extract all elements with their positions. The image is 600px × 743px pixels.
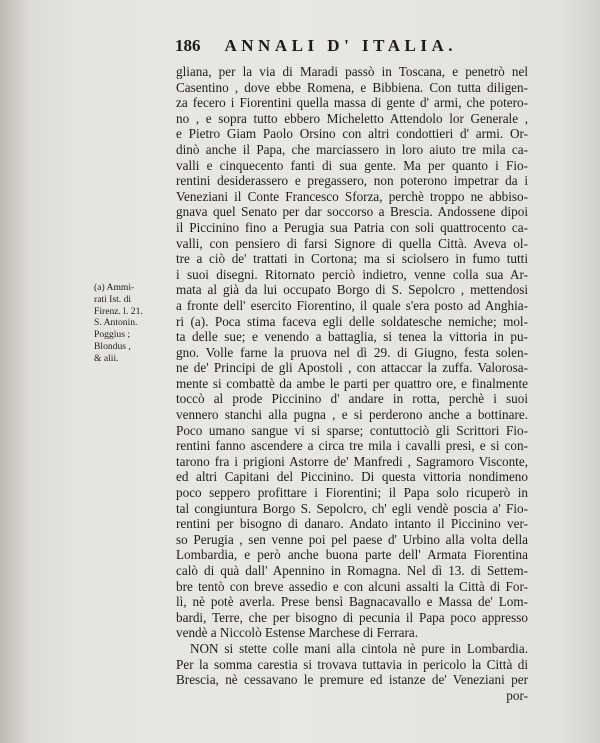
margin-note-line: (a) Ammi- (94, 282, 135, 293)
text-line: tre a ciò de' trattati in Cortona; ma si sciolsero in fumo tutti (176, 251, 528, 267)
text-line: tarono fra i prigioni Astorre de' Manfredi , Sagramoro Visconte, (176, 453, 528, 469)
text-line: toccò al prode Piccinino d' andare in rotta, perchè i suoi (176, 391, 528, 407)
text-line: valli, con pensiero di farsi Signore di quella Città. Aveva ol- (176, 235, 528, 251)
text-line: so Perugia , sen venne poi pel paese d' Urbino alla volta della (176, 531, 528, 547)
text-line: calò di quà dall' Apennino in Romagna. Nel dì 13. di Settem- (176, 563, 528, 578)
page-number: 186 (175, 36, 201, 55)
text-line: no , e sopra tutto ebbero Micheletto Attendolo lor Generale , (176, 110, 528, 126)
running-title: ANNALI D' ITALIA. (224, 36, 458, 55)
text-line: gnava quel Senato per dar soccorso a Brescia. Andossene dipoi (176, 204, 528, 220)
text-line: a fronte dell' esercito Fiorentino, il quale s'era posto ad Anghia- (176, 297, 528, 313)
text-line: vendè a Niccolò Estense Marchese di Ferrara. (176, 625, 419, 641)
text-line: il Piccinino fino a Perugia sua Patria con soli quattrocento ca- (176, 219, 528, 235)
text-line: poco seppero profittare i Fiorentini; il Papa solo ricuperò in (176, 485, 528, 501)
text-line: valli e cinquecento fanti di sua gente. Ma per quanto i Fio- (176, 157, 528, 173)
body-text (176, 64, 528, 703)
text-line: za fecero i Fiorentini quella massa di gente d' armi, che potero- (176, 95, 528, 111)
text-line: Poco umano sangue vi si sparse; contuttociò gli Scrittori Fio- (176, 422, 528, 438)
text-line: ri (a). Poca stima faceva egli delle soldatesche nemiche; mol- (176, 313, 528, 329)
text-line: Casentino , dove ebbe Romena, e Bibbiena. Con tutta diligen- (176, 79, 528, 95)
margin-note-line: & alii. (94, 352, 119, 364)
text-line: i suoi disegni. Ritornato perciò indietro, venne colla sua Ar- (176, 266, 528, 282)
text-line: ta delle sue; e venendo a battaglia, si tenea la vittoria in pu- (176, 329, 528, 345)
text-line: ed altri Capitani del Piccinino. Di questa vittoria nondimeno (176, 469, 528, 485)
margin-note-line: Blondus , (94, 340, 131, 352)
text-line: rentini per bisogno di danaro. Andato intanto il Piccinino ver- (176, 516, 528, 532)
text-line: mente si combattè da ambe le parti per quattro ore, e finalmente (176, 375, 528, 391)
text-line: ne de' Principi de gli Apostoli , con attaccar la zuffa. Valorosa- (176, 360, 528, 376)
text-line: e Pietro Giam Paolo Orsino con altri condottieri d' armi. Or- (176, 126, 528, 142)
text-line: mata al già da lui occupato Borgo di S. Sepolcro , mettendosi (176, 282, 528, 298)
paragraph-start-line: NON si stette colle mani alla cintola nè pure in Lombardia. (190, 640, 528, 656)
margin-note-line: S. Antonin. (94, 317, 138, 329)
page-header (175, 36, 535, 56)
margin-note-line: Firenz. l. 21. (94, 305, 143, 317)
text-line: bardi, Terre, che per bisogno di pecunia il Papa poco appresso (176, 609, 528, 625)
text-line: vennero stanchi alla pugna , e si perderono anche a bottinare. (176, 407, 528, 423)
margin-note-line: Poggius ; (94, 329, 130, 341)
text-line: gno. Volle farne la pruova nel dì 29. di Giugno, festa solen- (176, 344, 528, 360)
text-line: bre tentò con breve assedio e con alcuni assalti la Città di For- (176, 578, 528, 594)
catchword: por- (506, 687, 528, 703)
text-line: Veneziani il Conte Francesco Sforza, perchè troppo ne abbiso- (176, 188, 528, 204)
text-line: dinò anche il Papa, che marciassero in loro aiuto tre mila ca- (176, 141, 528, 157)
text-line: gliana, per la via di Maradi passò in Toscana, e penetrò nel (176, 64, 528, 79)
margin-note (94, 282, 168, 365)
text-line: rentini desiderassero e pregassero, non poterono impetrar da i (176, 173, 528, 189)
text-line: lì, nè potè averla. Prese bensì Bagnacavallo e Massa de' Lom- (176, 594, 528, 610)
text-line: rentini fanno ascendere a circa tre mila i cavalli presi, e si con- (176, 438, 528, 454)
text-line: Per la somma carestia si trovava tuttavia in pericolo la Città di (176, 656, 528, 672)
text-line: Brescia, nè cessavano le premure ed istanze de' Veneziani per (176, 672, 528, 688)
text-line: Lombardia, e però anche buona parte dell' Armata Fiorentina (176, 547, 528, 563)
text-line: tal congiuntura Borgo S. Sepolcro, ch' egli vendè poscia a' Fio- (176, 500, 528, 516)
margin-note-line: rati Ist. di (94, 293, 132, 305)
